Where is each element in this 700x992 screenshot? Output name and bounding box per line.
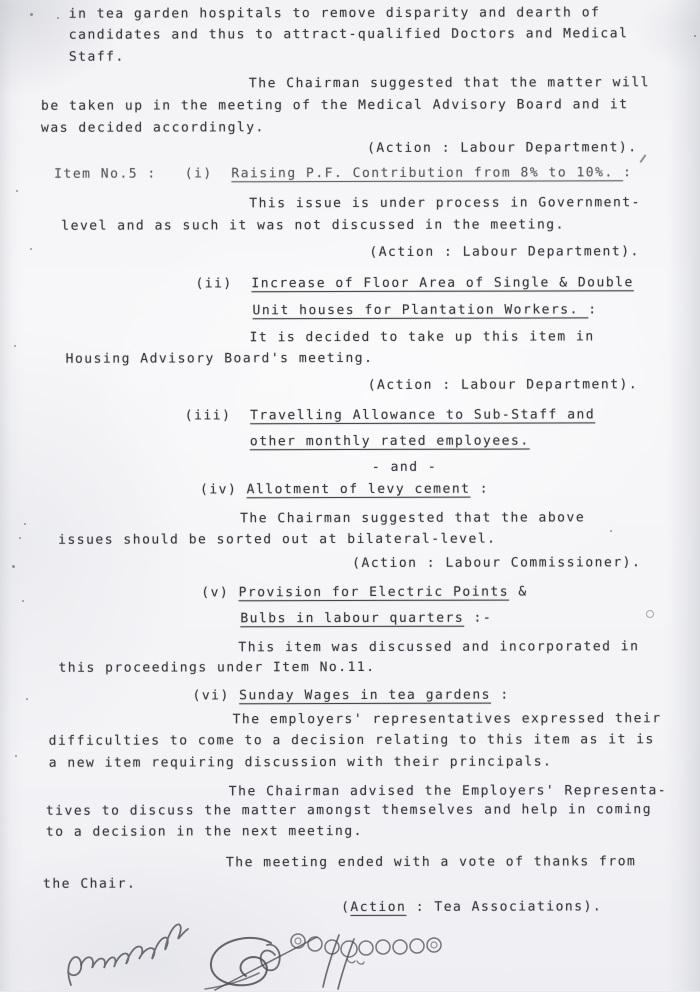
body-line: [46, 824, 363, 841]
body-line: [43, 877, 136, 893]
body-line: [41, 120, 265, 137]
and-separator: [372, 460, 437, 476]
body-text: The Chairman suggested that the matter will: [248, 75, 650, 92]
body-text: Staff.: [68, 49, 125, 65]
action-text: (Action : Labour Department).: [367, 140, 638, 156]
body-line: [233, 711, 662, 728]
body-text: issues should be sorted out at bilateral-level.: [58, 531, 497, 548]
body-line: [66, 351, 374, 368]
item-title-underlined: Unit houses for Plantation Workers.: [252, 302, 589, 319]
item-ii-heading: [195, 275, 633, 292]
body-line: [69, 5, 601, 22]
action-line: [352, 555, 641, 572]
item-ii-heading-line2: [252, 302, 597, 319]
item-number-label: (vi): [192, 688, 240, 704]
body-line: [61, 217, 565, 234]
body-line: [229, 783, 667, 800]
body-text: in tea garden hospitals to remove disparity and dearth of: [68, 5, 601, 22]
item-title-suffix: :: [623, 165, 633, 181]
scan-speck: [19, 537, 21, 539]
body-text: a new item requiring discussion with their principals.: [48, 754, 553, 771]
scan-speck: [22, 600, 24, 602]
body-text: The Chairman advised the Employers' Representa-: [228, 783, 668, 800]
body-line: [249, 195, 641, 212]
action-text: (: [341, 900, 351, 916]
item-no-5-heading: [54, 165, 632, 183]
item-number-label: Item No.5 : (i): [54, 166, 232, 182]
item-title-underlined: Travelling Allowance to Sub-Staff and: [250, 407, 596, 424]
body-text: The employers' representatives expressed their: [232, 711, 662, 728]
scan-speck: [16, 190, 18, 192]
scan-speck-ring: [646, 610, 654, 618]
item-title-suffix: :: [588, 302, 598, 318]
body-text: level and as such it was not discussed in the meeting.: [61, 217, 565, 234]
body-text: This item was discussed and incorporated in: [238, 639, 640, 656]
action-line: [369, 244, 640, 261]
body-line: [238, 639, 639, 656]
item-v-heading-line2: [240, 611, 492, 628]
scan-speck: [30, 248, 32, 250]
item-title-suffix: :: [470, 481, 490, 497]
action-text: (Action : Labour Commissioner).: [352, 555, 642, 571]
action-word-underlined: Action: [350, 899, 407, 916]
action-line: [367, 140, 638, 157]
item-number-label: (iv): [199, 482, 247, 498]
action-line: [368, 377, 639, 394]
item-title-underlined: Bulbs in labour quarters: [240, 610, 465, 627]
scan-speck: [14, 345, 16, 347]
body-line: [69, 26, 629, 43]
body-text: be taken up in the meeting of the Medical Advisory Board and it: [40, 97, 629, 114]
scan-speck: [26, 698, 28, 700]
action-text: : Tea Associations).: [406, 899, 603, 915]
item-title-underlined: Increase of Floor Area of Single & Double: [251, 275, 634, 292]
item-iii-heading-line2: [250, 434, 530, 451]
scan-speck: [30, 13, 33, 16]
item-v-heading: [201, 585, 527, 602]
separator-text: - and -: [371, 459, 438, 475]
item-title-suffix: :-: [464, 610, 493, 626]
body-text: It is decided to take up this item in: [249, 329, 595, 346]
body-line: [240, 510, 585, 527]
scan-speck: [24, 523, 26, 525]
item-number-label: (ii): [195, 276, 252, 292]
scan-speck: [610, 530, 612, 532]
body-text: The Chairman suggested that the above: [240, 510, 586, 527]
scan-speck: [694, 35, 696, 37]
body-text: this proceedings under Item No.11.: [58, 659, 376, 676]
body-line: [69, 50, 125, 66]
item-title-underlined: other monthly rated employees.: [249, 433, 530, 450]
body-text: tives to discuss the matter amongst themselves and help in coming: [45, 802, 653, 819]
item-iii-heading: [185, 407, 595, 424]
item-title-suffix: :: [490, 687, 510, 703]
item-title-underlined: Sunday Wages in tea gardens: [239, 687, 492, 704]
scan-speck: [12, 565, 15, 568]
item-vi-heading: [193, 688, 510, 705]
body-line: [58, 660, 375, 677]
body-text: The meeting ended with a vote of thanks from: [225, 854, 637, 871]
body-text: was decided accordingly.: [41, 120, 265, 136]
body-line: [46, 802, 652, 820]
body-text: to a decision in the next meeting.: [45, 823, 364, 840]
action-text: (Action : Labour Department).: [369, 244, 640, 260]
action-text: (Action : Labour Department).: [367, 377, 639, 393]
body-text: Housing Advisory Board's meeting.: [65, 350, 374, 367]
item-number-label: (iii): [184, 408, 251, 424]
body-text: difficulties to come to a decision relating to this item as it is: [48, 732, 655, 749]
body-text: candidates and thus to attract-qualified Doctors and Medical: [68, 26, 629, 43]
body-line: [250, 329, 595, 346]
body-line: [249, 75, 650, 92]
scan-speck: [15, 755, 17, 757]
body-line: [226, 854, 636, 871]
body-text: This issue is under process in Government-: [249, 195, 641, 212]
body-line: [58, 532, 496, 549]
item-title-underlined: Allotment of levy cement: [246, 481, 471, 498]
body-text: the Chair.: [42, 876, 137, 892]
body-line: [41, 97, 629, 115]
scan-speck: [57, 17, 59, 19]
body-line: [49, 754, 553, 771]
body-line: [49, 732, 655, 750]
handwritten-signature: [55, 903, 475, 991]
item-number-label: (v): [201, 585, 239, 601]
item-title-suffix: &: [509, 584, 528, 600]
item-title-underlined: Raising P.F. Contribution from 8% to 10%.: [231, 165, 624, 182]
item-title-underlined: Provision for Electric Points: [238, 584, 510, 601]
item-iv-heading: [200, 482, 489, 499]
